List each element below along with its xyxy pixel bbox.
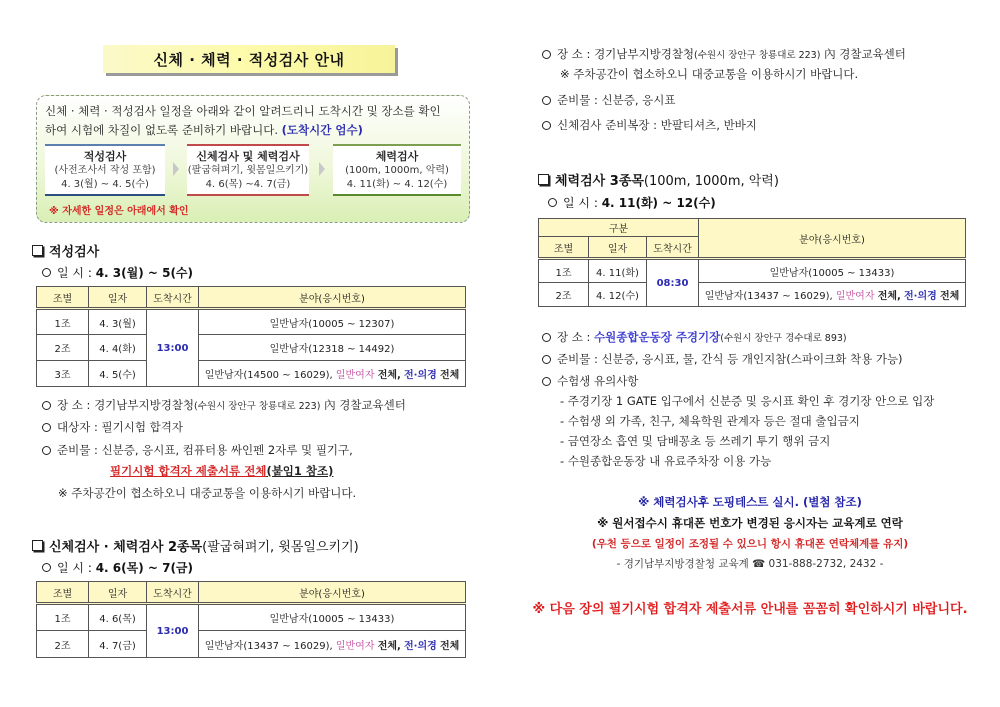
circle-bullet-icon — [42, 268, 51, 277]
step-dates: 4. 6(목) ~4. 7(금) — [205, 179, 291, 190]
physical-prep — [542, 92, 675, 108]
prep-value: 신분증, 응시표, 물, 간식 등 개인지참(스파이크화 착용 가능) — [601, 352, 903, 366]
clothing-value: 반팔티셔츠, 반바지 — [660, 118, 757, 132]
heading-text: 신체검사 · 체력검사 2종목 — [49, 540, 203, 555]
heading-text: 적성검사 — [49, 245, 100, 260]
aptitude-prep-docs — [110, 463, 333, 479]
step-dates: 4. 11(화) ~ 4. 12(수) — [346, 179, 448, 190]
cell-group: 1조 — [37, 604, 89, 631]
cell-group: 3조 — [37, 361, 89, 387]
notice-line-2: 하여 시험에 차질이 없도록 준비하기 바랍니다. — [45, 123, 279, 137]
cell-group: 1조 — [37, 309, 89, 335]
aptitude-location — [42, 397, 406, 413]
col-header: 도착시간 — [647, 237, 699, 259]
cell-field — [699, 283, 966, 307]
step-sub: (100m, 1000m, 악력) — [345, 165, 449, 176]
location-value: 경기남부지방경찰청 — [594, 47, 695, 61]
circle-bullet-icon — [542, 377, 551, 386]
circle-bullet-icon — [42, 423, 51, 432]
target-value: 필기시험 합격자 — [101, 420, 183, 434]
table-row — [37, 335, 466, 361]
col-header: 일자 — [89, 582, 147, 604]
checkbox-square-icon — [32, 245, 43, 256]
prep-label: 준비물 : — [557, 93, 598, 107]
circle-bullet-icon — [42, 563, 51, 572]
cell-date: 4. 4(화) — [89, 335, 147, 361]
circle-bullet-icon — [542, 96, 551, 105]
cell-field: 일반남자(12318 ~ 14492) — [199, 335, 466, 361]
col-header: 분야(응시번호) — [199, 582, 466, 604]
notice-warning: ※ 자세한 일정은 아래에서 확인 — [49, 206, 189, 217]
circle-bullet-icon — [42, 446, 51, 455]
circle-bullet-icon — [542, 355, 551, 364]
cell-field — [199, 631, 466, 658]
prep-label: 준비물 : — [557, 352, 598, 366]
final-notice: ※ 다음 장의 필기시험 합격자 제출서류 안내를 꼼꼼히 확인하시기 바랍니다. — [532, 602, 968, 617]
table-row — [539, 283, 966, 307]
cell-date: 4. 12(수) — [589, 283, 647, 307]
cell-field: 일반남자(10005 ~ 12307) — [199, 309, 466, 335]
date-value: 4. 6(목) ~ 7(금) — [95, 561, 194, 575]
physical-location — [542, 46, 906, 62]
field-b: 일반여자 — [335, 370, 375, 381]
phone-change-note: ※ 원서접수시 휴대폰 번호가 변경된 응시자는 교육계로 연락 — [597, 516, 903, 530]
location-addr: (수원시 장안구 창룡대로 223) — [194, 401, 321, 412]
location-suffix: 內 경찰교육센터 — [824, 47, 906, 61]
date-value: 4. 11(화) ~ 12(수) — [601, 196, 716, 210]
checkbox-square-icon — [32, 540, 43, 551]
field-a: 일반남자(14500 ~ 16029), — [204, 370, 333, 381]
col-header: 조별 — [539, 237, 589, 259]
location-label: 장 소 : — [557, 330, 591, 344]
checkbox-square-icon — [538, 174, 549, 185]
circle-bullet-icon — [542, 333, 551, 342]
circle-bullet-icon — [548, 198, 557, 207]
step-title: 신체검사 및 체력검사 — [196, 150, 300, 163]
weather-note: (우천 등으로 일정이 조정될 수 있으니 항시 휴대폰 연락체계를 유지) — [591, 538, 909, 550]
prep-docs-ref: (붙임1 참조) — [266, 464, 334, 478]
notes-heading: 수험생 유의사항 — [557, 374, 639, 388]
notice-box — [36, 95, 470, 223]
field-d: 전·의경 — [904, 291, 937, 302]
location-value: 경기남부지방경찰청 — [94, 398, 195, 412]
note-item: - 수험생 외 가족, 친구, 체육학원 관계자 등은 절대 출입금지 — [560, 414, 860, 428]
cell-date: 4. 5(수) — [89, 361, 147, 387]
physical-table — [36, 581, 466, 658]
cell-date: 4. 6(목) — [89, 604, 147, 631]
cell-group: 2조 — [539, 283, 589, 307]
field-a: 일반남자(13437 ~ 16029), — [204, 640, 333, 652]
arrow-right-icon — [319, 162, 325, 176]
cell-field: 일반남자(10005 ~ 13433) — [699, 259, 966, 283]
fitness-prep — [542, 351, 903, 367]
date-label: 일 시 : — [57, 266, 92, 280]
step-fitness — [333, 144, 461, 196]
cell-field: 일반남자(10005 ~ 13433) — [199, 604, 466, 631]
circle-bullet-icon — [542, 121, 551, 130]
arrow-right-icon — [173, 162, 179, 176]
cell-arrival: 13:00 — [147, 604, 199, 658]
contact-line: - 경기남부지방경찰청 교육계 ☎ 031-888-2732, 2432 - — [616, 558, 884, 570]
date-label: 일 시 : — [563, 196, 598, 210]
cell-arrival: 13:00 — [147, 309, 199, 387]
field-e: 전체 — [439, 640, 460, 652]
physical-parking: ※ 주차공간이 협소하오니 대중교통을 이용하시기 바랍니다. — [560, 67, 859, 81]
field-c: 전체, — [377, 370, 401, 381]
field-e: 전체 — [939, 291, 960, 302]
aptitude-prep — [42, 442, 353, 458]
aptitude-parking: ※ 주차공간이 협소하오니 대중교통을 이용하시기 바랍니다. — [58, 486, 357, 500]
notice-line-1: 신체 · 체력 · 적성검사 일정을 아래와 같이 알려드리니 도착시간 및 장소를 확인 — [45, 104, 441, 118]
step-sub: (팔굽혀펴기, 윗몸일으키기) — [187, 165, 309, 176]
schedule-steps — [45, 144, 461, 196]
fitness-date — [548, 194, 716, 211]
note-item: - 금연장소 흡연 및 담배꽁초 등 쓰레기 투기 행위 금지 — [560, 434, 831, 448]
fitness-location — [542, 329, 847, 345]
cell-arrival: 08:30 — [647, 259, 699, 307]
field-d: 전·의경 — [404, 640, 437, 652]
prep-docs-red: 필기시험 합격자 제출서류 전체 — [110, 464, 267, 478]
field-d: 전·의경 — [404, 370, 437, 381]
step-physical — [187, 144, 309, 196]
notice-text — [45, 102, 461, 140]
physical-heading — [32, 536, 359, 555]
heading-text: 체력검사 3종목 — [555, 174, 644, 189]
field-b: 일반여자 — [835, 291, 875, 302]
aptitude-date — [42, 264, 193, 281]
col-header: 일자 — [589, 237, 647, 259]
note-item: - 수원종합운동장 내 유료주차장 이용 가능 — [560, 454, 772, 468]
fitness-table — [538, 218, 966, 307]
prep-value: 신분증, 응시표 — [601, 93, 676, 107]
location-addr: (수원시 장안구 경수대로 893) — [720, 333, 847, 344]
field-c: 전체, — [377, 640, 401, 652]
aptitude-target — [42, 419, 183, 435]
notice-emphasis: (도착시간 엄수) — [281, 123, 363, 137]
cell-group: 2조 — [37, 335, 89, 361]
col-header: 분야(응시번호) — [699, 219, 966, 259]
cell-group: 1조 — [539, 259, 589, 283]
doping-note: ※ 체력검사후 도핑테스트 실시. (별첨 참조) — [638, 495, 862, 509]
fitness-notes-heading — [542, 373, 638, 389]
prep-value: 신분증, 응시표, 컴퓨터용 싸인펜 2자루 및 필기구, — [101, 443, 353, 457]
physical-date — [42, 559, 193, 576]
cell-date: 4. 11(화) — [589, 259, 647, 283]
table-row — [37, 631, 466, 658]
cell-date: 4. 3(월) — [89, 309, 147, 335]
physical-clothing — [542, 117, 757, 133]
cell-group: 2조 — [37, 631, 89, 658]
step-title: 적성검사 — [83, 150, 127, 163]
location-label: 장 소 : — [57, 398, 91, 412]
circle-bullet-icon — [42, 401, 51, 410]
cell-field — [199, 361, 466, 387]
field-a: 일반남자(13437 ~ 16029), — [704, 291, 833, 302]
location-addr: (수원시 장안구 창룡대로 223) — [694, 50, 821, 61]
aptitude-heading — [32, 241, 99, 260]
fitness-heading — [538, 170, 779, 189]
prep-label: 준비물 : — [57, 443, 98, 457]
col-header: 조별 — [37, 287, 89, 309]
col-header: 조별 — [37, 582, 89, 604]
field-c: 전체, — [877, 291, 901, 302]
step-sub: (사전조사서 작성 포함) — [54, 165, 156, 176]
location-value: 수원종합운동장 주경기장 — [594, 330, 721, 344]
table-row — [539, 259, 966, 283]
clothing-label: 신체검사 준비복장 : — [557, 118, 658, 132]
heading-sub: (팔굽혀펴기, 윗몸일으키기) — [202, 540, 359, 555]
circle-bullet-icon — [542, 50, 551, 59]
field-b: 일반여자 — [335, 640, 375, 652]
step-dates: 4. 3(월) ~ 4. 5(수) — [61, 179, 149, 190]
aptitude-table — [36, 286, 466, 387]
table-row — [37, 309, 466, 335]
step-aptitude — [45, 144, 165, 196]
table-row — [37, 604, 466, 631]
note-item: - 주경기장 1 GATE 입구에서 신분증 및 응시표 확인 후 경기장 안으로 입장 — [560, 394, 935, 408]
table-row — [37, 361, 466, 387]
date-value: 4. 3(월) ~ 5(수) — [95, 266, 194, 280]
target-label: 대상자 : — [57, 420, 98, 434]
step-title: 체력검사 — [375, 150, 419, 163]
group-header: 구분 — [539, 219, 699, 237]
page-title: 신체 · 체력 · 적성검사 안내 — [103, 45, 395, 73]
heading-sub: (100m, 1000m, 악력) — [643, 174, 779, 189]
col-header: 분야(응시번호) — [199, 287, 466, 309]
col-header: 도착시간 — [147, 582, 199, 604]
col-header: 도착시간 — [147, 287, 199, 309]
cell-date: 4. 7(금) — [89, 631, 147, 658]
location-suffix: 內 경찰교육센터 — [324, 398, 406, 412]
date-label: 일 시 : — [57, 561, 92, 575]
col-header: 일자 — [89, 287, 147, 309]
location-label: 장 소 : — [557, 47, 591, 61]
field-e: 전체 — [439, 370, 460, 381]
